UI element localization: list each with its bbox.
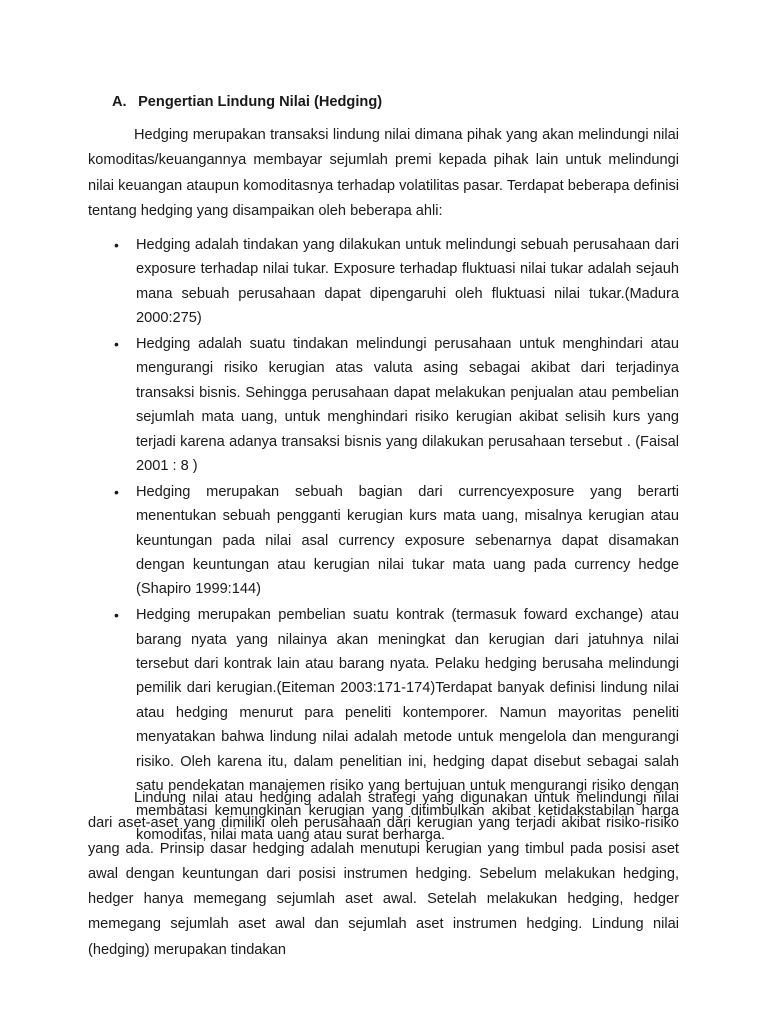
intro-paragraph: Hedging merupakan transaksi lindung nilai dimana pihak yang akan melindungi nilai komoditas/keuangannya membayar sejumlah premi kepada pihak lain untuk melindungi nilai keuangan ataupun komoditasnya terhadap volatilitas pasar. Terdapat beberapa definisi tentang hedging yang disampaikan oleh beberapa ahli: [88, 127, 679, 219]
bullet-icon: • [114, 607, 119, 624]
definition-text: Hedging adalah tindakan yang dilakukan untuk melindungi sebuah perusahaan dari exposure terhadap nilai tukar. Exposure terhadap fluktuasi nilai tukar adalah sejauh mana sebuah perusahaan dapat dipengaruhi oleh fluktuasi nilai tukar.(Madura 2000:275) [136, 237, 679, 327]
bullet-icon: • [114, 483, 119, 500]
bullet-icon: • [114, 336, 119, 353]
closing-paragraph: Lindung nilai atau hedging adalah strategi yang digunakan untuk melindungi nilai dari aset-aset yang dimiliki oleh perusahaan dari kerugian yang terjadi akibat risiko-risiko yang ada. Prinsip dasar hedging adalah menutupi kerugian yang timbul pada posisi aset awal dengan keuntungan dari posisi instrumen hedging. Sebelum melakukan hedging, hedger hanya memegang sejumlah aset awal. Setelah melakukan hedging, hedger memegang sejumlah aset awal dan sejumlah aset instrumen hedging. Lindung nilai (hedging) merupakan tindakan [88, 790, 679, 958]
definition-text: Hedging merupakan sebuah bagian dari currencyexposure yang berarti menentukan sebuah pengganti kerugian kurs mata uang, misalnya kerugian atau keuntungan pada nilai asal currency exposure sebenarnya dapat disamakan dengan keuntungan atau kerugian nilai tukar mata uang pada currency hedge (Shapiro 1999:144) [136, 483, 679, 598]
section-heading [112, 90, 382, 114]
section-title: Pengertian Lindung Nilai (Hedging) [138, 94, 383, 110]
bullet-icon: • [114, 237, 119, 253]
definition-text: Hedging merupakan pembelian suatu kontrak (termasuk foward exchange) atau barang nyata yang nilainya akan meningkat dan kerugian dari jatuhnya nilai tersebut dari kontrak lain atau barang nyata. Pelaku hedging berusaha melindungi pemilik dari kerugian.(Eiteman 2003:171-174)Terdapat banyak definisi lindung nilai atau hedging menurut para peneliti kontemporer. Namun mayoritas peneliti menyatakan bahwa lindung nilai adalah metode untuk mengelola dan mengurangi risiko. Oleh karena itu, dalam penelitian ini, hedging dapat disebut sebagai salah satu pendekatan manajemen risiko yang bertujuan untuk mengurangi risiko dengan membatasi kemungkinan kerugian yang ditimbulkan akibat ketidakstabilan harga komoditas, nilai mata uang atau surat berharga. [136, 607, 679, 843]
definitions-list [88, 233, 679, 849]
list-item [88, 233, 679, 331]
section-number: A. [112, 94, 127, 110]
list-item [88, 480, 679, 602]
definition-text: Hedging adalah suatu tindakan melindungi perusahaan untuk menghindari atau mengurangi risiko kerugian atas valuta asing sebagai akibat dari terjadinya transaksi bisnis. Sehingga perusahaan dapat melakukan penjualan atau pembelian sejumlah mata uang, untuk menghindari risiko kerugian akibat selisih kurs yang terjadi karena adanya transaksi bisnis yang dilakukan perusahaan tersebut . (Faisal 2001 : 8 ) [136, 336, 679, 475]
list-item [88, 332, 679, 478]
